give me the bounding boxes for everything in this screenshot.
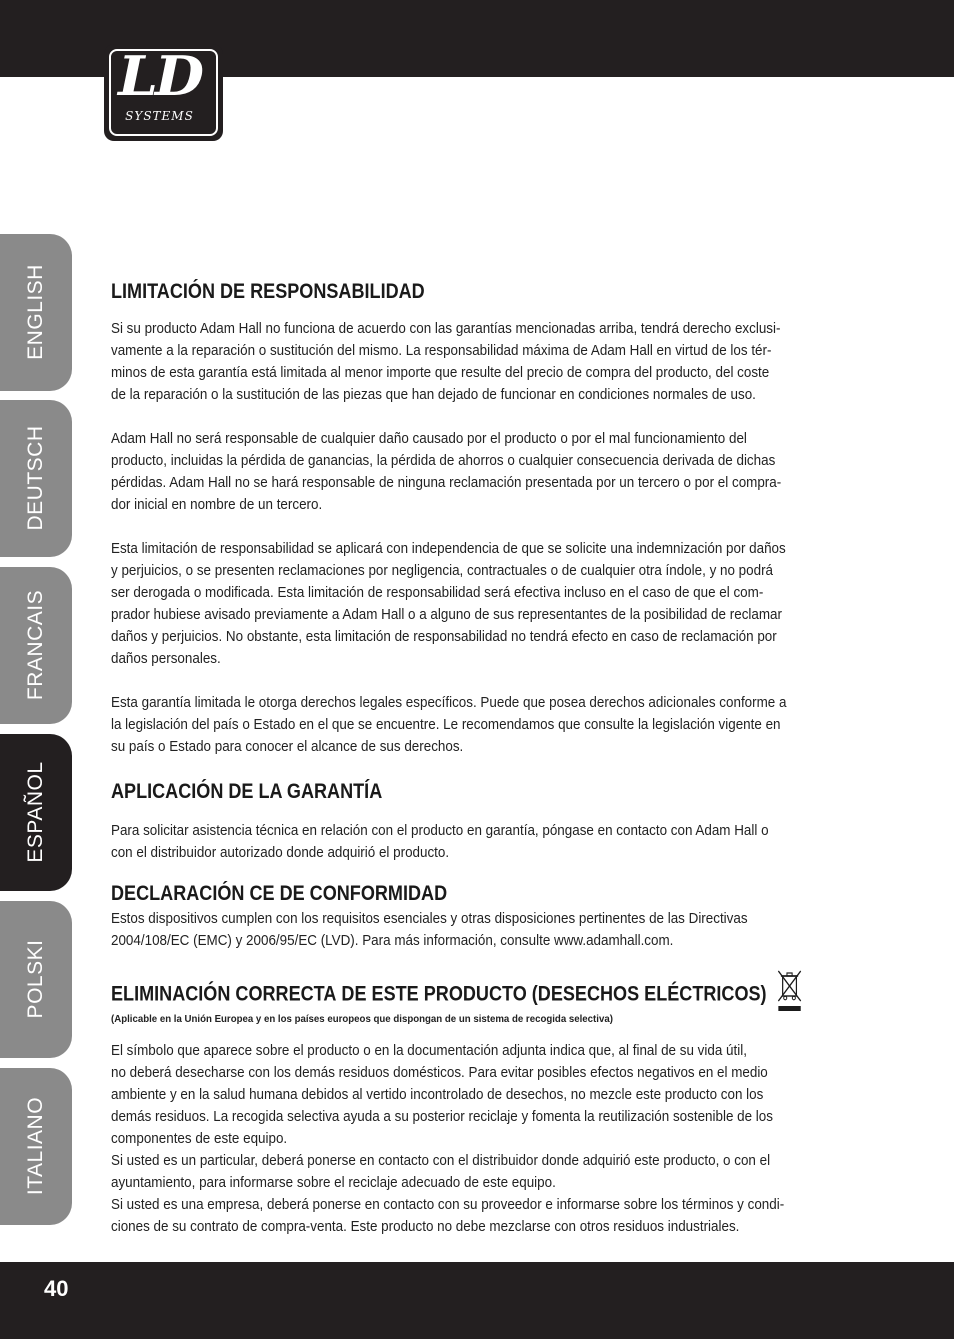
tab-label: FRANCAIS	[24, 589, 47, 701]
tab-label: ESPAÑOL	[24, 761, 47, 863]
tab-label: POLSKI	[24, 939, 47, 1019]
eliminacion-heading-bold: ELIMINACIÓN CORRECTA	[111, 982, 337, 1006]
declaracion-paragraph: Estos dispositivos cumplen con los requisitos esenciales y otras disposiciones pertinentes de las Directivas 2004/108/EC (EMC) y 2006/95/EC (LVD). Para más información, consulte www.adamhall.com.	[111, 911, 748, 949]
tab-deutsch[interactable]	[0, 400, 72, 557]
eliminacion-paragraph: El símbolo que aparece sobre el producto o en la documentación adjunta indica que, al final de su vida útil, no deberá desecharse con los demás residuos domésticos. Para evitar posibles efectos negativos en el medio ambiente y en la salud humana debidos al vertido incontrolado de desechos, no mezcle este producto con los demás residuos. La recogida selectiva ayuda a su posterior reciclaje y fomenta la reutilización sostenible de los componentes de este equipo. Si usted es un particular, deberá ponerse en contacto con el distribuidor donde adquirió este producto, o con el ayuntamiento, para informarse sobre el reciclaje adecuado de este equipo. Si usted es una empresa, deberá ponerse en contacto con su proveedor e informarse sobre los términos y condi- ciones de su contrato de compra-venta. Este producto no debe mezclarse con otros residuos industriales.	[111, 1043, 785, 1235]
tab-polski[interactable]	[0, 901, 72, 1058]
tab-espanol[interactable]	[0, 734, 72, 891]
main-content	[111, 278, 846, 1238]
logo-ld-text: LD	[118, 44, 201, 108]
limitacion-paragraph-4: Esta garantía limitada le otorga derechos legales específicos. Puede que posea derechos adicionales conforme a la legislación del país o Estado en el que se encuentre. Le recomendamos que consulte la legislación vigente en su país o Estado para conocer el alcance de sus derechos.	[111, 695, 787, 755]
aplicacion-paragraph: Para solicitar asistencia técnica en relación con el producto en garantía, póngase en contacto con Adam Hall o con el distribuidor autorizado donde adquirió el producto.	[111, 823, 769, 861]
aplicacion-heading-light: APLICACIÓN DE LA	[111, 780, 287, 803]
limitacion-heading-bold: RESPONSABILIDAD	[250, 280, 425, 303]
limitacion-heading	[111, 278, 743, 306]
tab-label: ITALIANO	[24, 1096, 47, 1196]
tab-english[interactable]	[0, 234, 72, 391]
aplicacion-heading	[111, 778, 743, 806]
tab-italiano[interactable]	[0, 1068, 72, 1225]
tab-label: DEUTSCH	[24, 425, 47, 531]
declaracion-heading-light: DE CONFORMIDAD	[274, 882, 448, 905]
ld-systems-logo	[104, 44, 223, 141]
declaracion-heading-bold: DECLARACIÓN CE	[111, 882, 275, 905]
limitacion-paragraph-1: Si su producto Adam Hall no funciona de acuerdo con las garantías mencionadas arriba, tendrá derecho exclusi- vamente a la reparación o sustitución del mismo. La responsabilidad máxima de Adam Hall en virtud de los tér- minos de esta garantía está limitada al menor importe que resulte del precio de compra del producto, del coste de la reparación o la sustitución de las piezas que han dejado de funcionar en condiciones normales de uso.	[111, 321, 781, 403]
aplicacion-heading-bold: GARANTÍA	[286, 780, 383, 803]
limitacion-heading-light: LIMITACIÓN DE	[111, 280, 251, 303]
logo-systems-text: SYSTEMS	[125, 109, 194, 123]
tab-label: ENGLISH	[24, 264, 47, 360]
tab-francais[interactable]	[0, 567, 72, 724]
eliminacion-note: (Aplicable en la Unión Europea y en los países europeos que dispongan de un sistema de recogida selectiva)	[111, 1013, 613, 1025]
footer-bar	[0, 1262, 954, 1339]
limitacion-paragraph-3: Esta limitación de responsabilidad se aplicará con independencia de que se solicite una indemnización por daños y perjuicios, o se presenten reclamaciones por negligencia, contractuales o de cualquier otra índole, y no podrá ser derogada o modificada. Esta limitación de responsabilidad será efectiva incluso en el caso de que el com- prador hubiese avisado previamente a Adam Hall o a alguno de sus representantes de la posibilidad de reclamar daños y perjuicios. No obstante, esta limitación de responsabilidad no tendrá efecto en caso de reclamación por daños personales.	[111, 541, 786, 667]
declaracion-heading	[111, 880, 743, 908]
eliminacion-heading-light: DE ESTE PRODUCTO (DESECHOS ELÉCTRICOS)	[336, 982, 767, 1006]
limitacion-paragraph-2: Adam Hall no será responsable de cualquier daño causado por el producto o por el mal funcionamiento del producto, incluidas la pérdida de ganancias, la pérdida de ahorros o cualquier consecuencia derivada de dichas pérdidas. Adam Hall no se hará responsable de ninguna reclamación presentada por un tercero o por el compra- dor inicial en nombre de un tercero.	[111, 431, 782, 513]
page-number: 40	[44, 1276, 69, 1301]
